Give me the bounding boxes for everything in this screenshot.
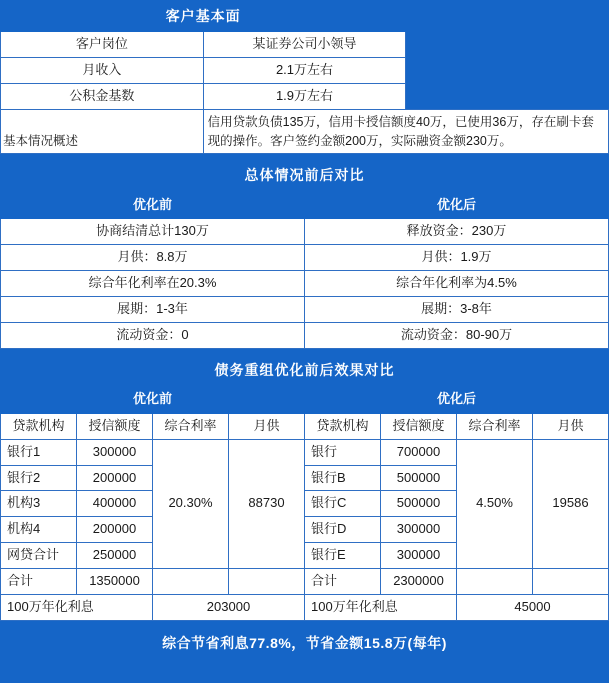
interest-label-before: 100万年化利息	[1, 594, 153, 620]
after-amount-2: 500000	[381, 491, 457, 517]
after-org-1: 银行B	[305, 465, 381, 491]
basics-label-0: 客户岗位	[1, 32, 204, 58]
table-row	[1, 439, 609, 465]
before-org-2: 机构3	[1, 491, 77, 517]
table-row	[1, 271, 609, 297]
before-org-1: 银行2	[1, 465, 77, 491]
after-payment: 19586	[533, 439, 609, 568]
col-before-amount: 授信额度	[77, 413, 153, 439]
after-org-2: 银行C	[305, 491, 381, 517]
overall-before-0: 协商结清总计130万	[1, 219, 305, 245]
table-row	[1, 297, 609, 323]
overall-before-1: 月供：8.8万	[1, 245, 305, 271]
table-row	[1, 58, 609, 84]
table-row	[1, 219, 609, 245]
summary-text: 信用贷款负债135万，信用卡授信额度40万，已使用36万，存在刷卡套现的操作。客户签约金额200万，实际融资金额230万。	[203, 109, 608, 154]
section2-title-row	[1, 160, 609, 191]
before-amount-0: 300000	[77, 439, 153, 465]
before-org-4: 网贷合计	[1, 543, 77, 569]
summary-row	[1, 109, 609, 154]
section1-title-row	[1, 1, 609, 32]
table-row	[1, 568, 609, 594]
before-rate: 20.30%	[153, 439, 229, 568]
before-amount-2: 400000	[77, 491, 153, 517]
section1-title: 客户基本面	[1, 1, 406, 32]
overall-after-0: 释放资金：230万	[305, 219, 609, 245]
basics-label-1: 月收入	[1, 58, 204, 84]
section3-head-after: 优化后	[305, 385, 609, 413]
col-before-payment: 月供	[229, 413, 305, 439]
section3-header-row	[1, 385, 609, 413]
section2-header-row	[1, 191, 609, 219]
section2-title: 总体情况前后对比	[1, 160, 609, 191]
summary-label: 基本情况概述	[1, 109, 204, 154]
overall-before-2: 综合年化利率在20.3%	[1, 271, 305, 297]
table-row	[1, 322, 609, 348]
after-payment-blank	[533, 568, 609, 594]
overall-after-2: 综合年化利率为4.5%	[305, 271, 609, 297]
after-org-4: 银行E	[305, 543, 381, 569]
basics-label-2: 公积金基数	[1, 83, 204, 109]
col-before-rate: 综合利率	[153, 413, 229, 439]
basics-value-1: 2.1万左右	[203, 58, 406, 84]
after-amount-4: 300000	[381, 543, 457, 569]
section-customer-basics	[0, 0, 609, 154]
interest-value-before: 203000	[153, 594, 305, 620]
interest-value-after: 45000	[457, 594, 609, 620]
basics-value-0: 某证券公司小领导	[203, 32, 406, 58]
section2-head-before: 优化前	[1, 191, 305, 219]
section3-column-row	[1, 413, 609, 439]
before-org-0: 银行1	[1, 439, 77, 465]
before-payment: 88730	[229, 439, 305, 568]
before-amount-3: 200000	[77, 517, 153, 543]
before-amount-4: 250000	[77, 543, 153, 569]
table-row	[1, 245, 609, 271]
section-debt-restructure	[0, 354, 609, 621]
overall-before-3: 展期：1-3年	[1, 297, 305, 323]
after-org-3: 银行D	[305, 517, 381, 543]
interest-row	[1, 594, 609, 620]
col-after-org: 贷款机构	[305, 413, 381, 439]
after-amount-3: 300000	[381, 517, 457, 543]
section3-title-row	[1, 354, 609, 385]
footer-summary: 综合节省利息77.8%，节省金额15.8万(每年)	[0, 626, 609, 660]
section3-title: 债务重组优化前后效果对比	[1, 354, 609, 385]
overall-after-1: 月供：1.9万	[305, 245, 609, 271]
col-after-amount: 授信额度	[381, 413, 457, 439]
after-org-5: 合计	[305, 568, 381, 594]
section3-head-before: 优化前	[1, 385, 305, 413]
col-after-payment: 月供	[533, 413, 609, 439]
overall-after-3: 展期：3-8年	[305, 297, 609, 323]
after-amount-1: 500000	[381, 465, 457, 491]
before-payment-blank	[229, 568, 305, 594]
before-org-5: 合计	[1, 568, 77, 594]
basics-value-2: 1.9万左右	[203, 83, 406, 109]
before-org-3: 机构4	[1, 517, 77, 543]
after-rate-blank	[457, 568, 533, 594]
after-amount-5: 2300000	[381, 568, 457, 594]
section-overall-comparison	[0, 159, 609, 348]
before-amount-1: 200000	[77, 465, 153, 491]
table-row	[1, 83, 609, 109]
after-amount-0: 700000	[381, 439, 457, 465]
section2-head-after: 优化后	[305, 191, 609, 219]
col-after-rate: 综合利率	[457, 413, 533, 439]
col-before-org: 贷款机构	[1, 413, 77, 439]
overall-before-4: 流动资金：0	[1, 322, 305, 348]
table-row	[1, 32, 609, 58]
overall-after-4: 流动资金：80-90万	[305, 322, 609, 348]
interest-label-after: 100万年化利息	[305, 594, 457, 620]
after-org-0: 银行	[305, 439, 381, 465]
before-amount-5: 1350000	[77, 568, 153, 594]
after-rate: 4.50%	[457, 439, 533, 568]
before-rate-blank	[153, 568, 229, 594]
